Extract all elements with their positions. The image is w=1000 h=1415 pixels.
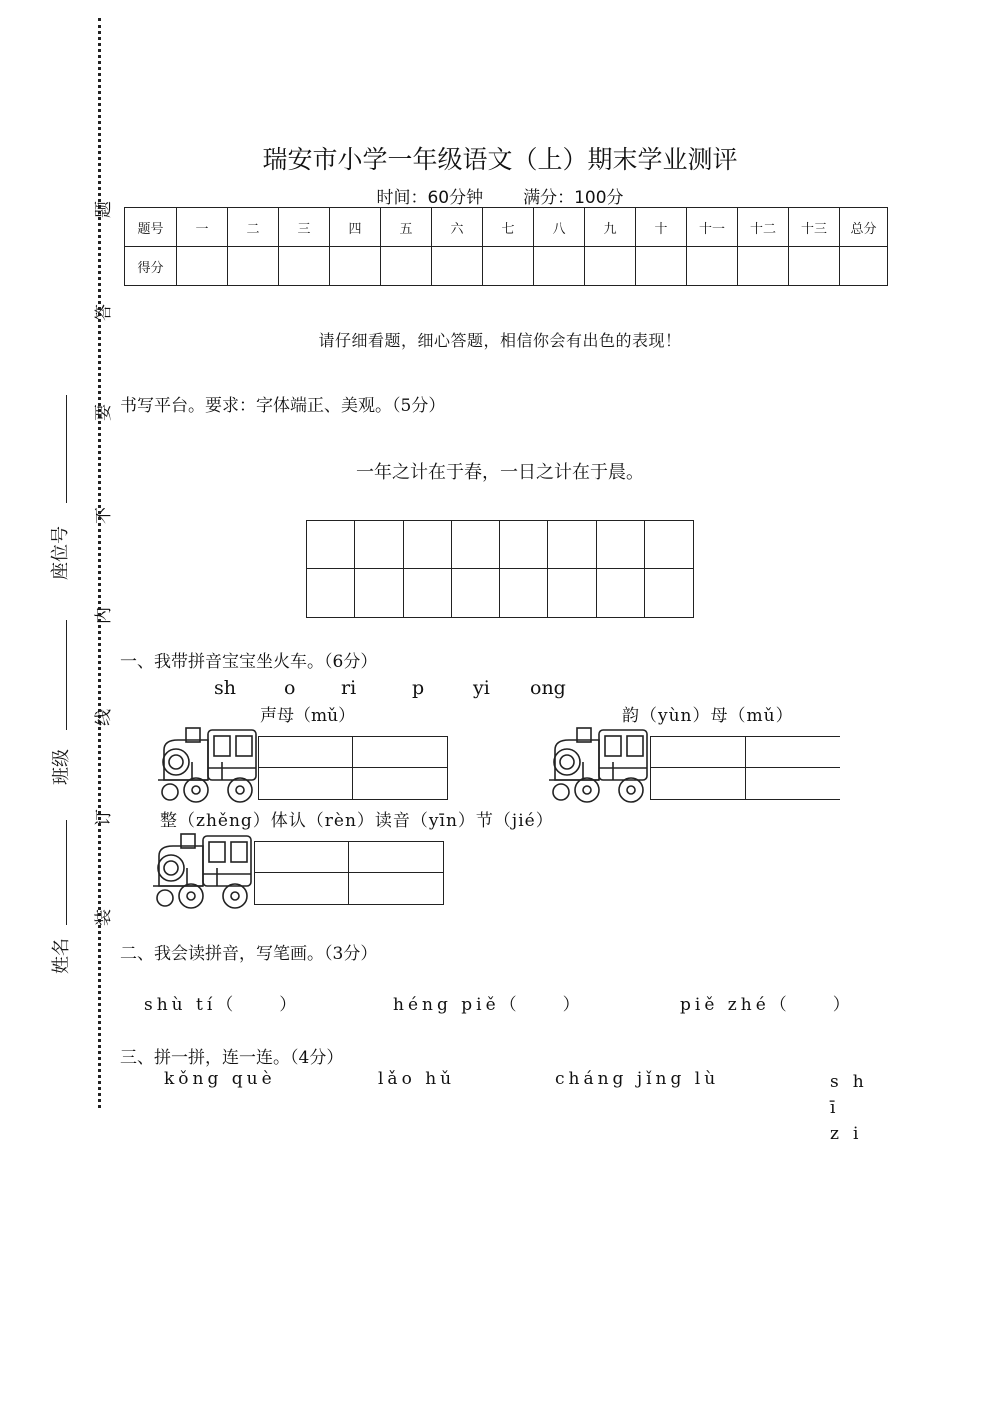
q3-title: 三、拼一拼，连一连。（4分） [120,1048,344,1068]
answer-cell[interactable] [255,842,349,873]
q3-item: cháng jǐng lù [555,1069,720,1089]
writing-cell[interactable] [355,569,403,617]
writing-cell[interactable] [645,521,693,569]
writing-cell[interactable] [404,569,452,617]
writing-cell[interactable] [597,569,645,617]
margin-char: 不 [94,507,114,524]
score-column-header: 十二 [738,208,789,247]
writing-cell[interactable] [548,521,596,569]
score-cell[interactable] [789,247,840,286]
score-column-header: 十 [636,208,687,247]
score-column-header: 十三 [789,208,840,247]
binding-dotted-line [98,18,101,1108]
score-column-header: 一 [177,208,228,247]
score-cell[interactable] [177,247,228,286]
answer-cell[interactable] [651,737,746,768]
exam-time: 时间：60分钟 [376,188,484,208]
score-table-score-row [125,247,888,286]
score-table [124,207,888,286]
seat-number-line [66,395,67,503]
margin-char: 订 [94,809,114,826]
answer-cell[interactable] [746,768,841,799]
q1-pinyin-item: o [284,677,296,699]
score-label: 得分 [125,247,177,286]
q3-item: kǒng què [164,1069,276,1089]
writing-cell[interactable] [404,521,452,569]
margin-char: 答 [94,304,114,321]
exam-info [0,183,1000,208]
score-column-header: 三 [279,208,330,247]
q1-pinyin-item: sh [214,677,236,699]
answer-cell[interactable] [353,768,447,799]
answer-cell[interactable] [259,737,353,768]
q1-title: 一、我带拼音宝宝坐火车。（6分） [120,652,378,672]
margin-char: 题 [94,201,114,218]
score-column-header: 九 [585,208,636,247]
score-cell[interactable] [483,247,534,286]
score-cell[interactable] [228,247,279,286]
q1-yunmu-wagon[interactable] [650,736,840,800]
score-cell[interactable] [636,247,687,286]
answer-cell[interactable] [651,768,746,799]
writing-instruction: 书写平台。要求：字体端正、美观。（5分） [120,396,446,416]
score-column-header: 十一 [687,208,738,247]
q1-pinyin-item: p [412,677,425,699]
score-cell[interactable] [381,247,432,286]
score-column-header: 五 [381,208,432,247]
score-table-header-row [125,208,888,247]
q2-item: shù tí（ ） [144,995,301,1015]
exam-full-score: 满分：100分 [523,188,624,208]
seat-number-label: 座位号 [50,526,71,580]
writing-cell[interactable] [597,521,645,569]
class-line [66,620,67,730]
name-line [66,820,67,925]
score-cell[interactable] [585,247,636,286]
answer-cell[interactable] [349,873,443,904]
score-cell[interactable] [687,247,738,286]
q1-pinyin-item: ong [530,677,566,699]
score-cell[interactable] [279,247,330,286]
answer-cell[interactable] [259,768,353,799]
writing-cell[interactable] [548,569,596,617]
margin-char: 装 [94,909,114,926]
score-column-header: 六 [432,208,483,247]
writing-cell[interactable] [452,521,500,569]
name-label: 姓名 [51,938,72,974]
answer-cell[interactable] [746,737,841,768]
writing-cell[interactable] [355,521,403,569]
score-cell[interactable] [738,247,789,286]
score-cell[interactable] [840,247,888,286]
writing-motto: 一年之计在于春，一日之计在于晨。 [356,462,644,483]
score-cell[interactable] [534,247,585,286]
margin-char: 要 [94,404,114,421]
score-column-header: 七 [483,208,534,247]
writing-cell[interactable] [452,569,500,617]
score-column-header: 八 [534,208,585,247]
margin-char: 线 [94,709,114,726]
train-engine-icon [151,828,255,910]
q1-zhengti-wagon[interactable] [254,841,444,905]
class-label: 班级 [51,749,72,785]
writing-cell[interactable] [500,521,548,569]
q2-item: héng piě（ ） [393,995,584,1015]
q1-shengmu-wagon[interactable] [258,736,448,800]
q1-pinyin-item: ri [341,677,357,699]
writing-grid[interactable] [306,520,694,618]
q1-label-yunmu: 韵（yùn）母（mǔ） [622,706,794,726]
answer-cell[interactable] [255,873,349,904]
q3-item: lǎo hǔ [378,1069,456,1089]
score-column-header: 四 [330,208,381,247]
q2-title: 二、我会读拼音，写笔画。（3分） [120,944,378,964]
train-engine-icon [156,722,260,804]
writing-cell[interactable] [645,569,693,617]
answer-cell[interactable] [349,842,443,873]
writing-cell[interactable] [307,521,355,569]
q2-item: piě zhé（ ） [680,995,854,1015]
train-engine-icon [547,722,651,804]
q1-pinyin-item: yi [473,677,490,699]
writing-cell[interactable] [307,569,355,617]
q1-label-shengmu: 声母（mǔ） [260,706,356,726]
q3-item: shī zi [830,1072,878,1144]
q1-label-zhengti: 整（zhěng）体认（rèn）读音（yīn）节（jié） [160,811,554,831]
score-column-header: 总分 [840,208,888,247]
question-number-label: 题号 [125,208,177,247]
encouragement-note: 请仔细看题，细心答题，相信你会有出色的表现！ [318,331,682,350]
page-title: 瑞安市小学一年级语文（上）期末学业测评 [262,145,738,174]
margin-char: 内 [94,607,114,624]
writing-cell[interactable] [500,569,548,617]
score-column-header: 二 [228,208,279,247]
score-cell[interactable] [330,247,381,286]
score-cell[interactable] [432,247,483,286]
answer-cell[interactable] [353,737,447,768]
